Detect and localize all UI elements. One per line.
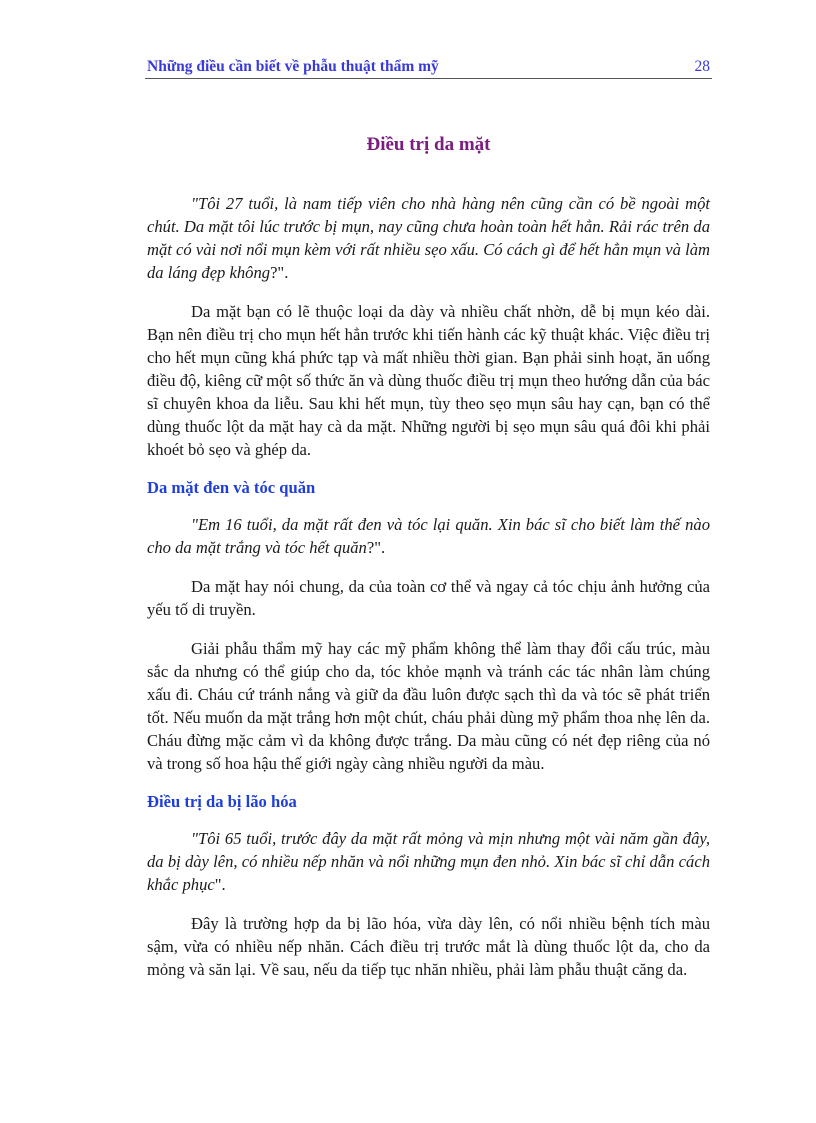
page-number: 28 (694, 58, 710, 75)
answer-paragraph: Da mặt hay nói chung, da của toàn cơ thể và ngay cả tóc chịu ảnh hưởng của yếu tố di truyền. (147, 577, 710, 619)
document-body (147, 134, 710, 997)
document-title: Điều trị da mặt (366, 134, 491, 155)
reader-question (147, 192, 710, 284)
reader-question (147, 513, 710, 559)
reader-question (147, 827, 710, 896)
question-closing: ?". (366, 538, 386, 557)
question-text: "Em 16 tuổi, da mặt rất đen và tóc lại quăn. Xin bác sĩ cho biết làm thế nào cho da mặt trắng và tóc hết quăn (147, 515, 710, 557)
answer-paragraph: Da mặt bạn có lẽ thuộc loại da dày và nhiều chất nhờn, dễ bị mụn kéo dài. Bạn nên điều trị cho mụn hết hẳn trước khi tiến hành các kỹ thuật khác. Việc điều trị cho hết mụn cũng khá phức tạp và mất nhiều thời gian. Bạn phải sinh hoạt, ăn uống điều độ, kiêng cữ một số thức ăn và dùng thuốc điều trị mụn theo hướng dẫn của bác sĩ chuyên khoa da liễu. Sau khi hết mụn, tùy theo sẹo mụn sâu hay cạn, bạn có thể dùng thuốc lột da mặt hay cà da mặt. Những người bị sẹo mụn sâu quá đôi khi phải khoét bỏ sẹo và ghép da. (147, 302, 710, 459)
section-heading-dark-skin: Da mặt đen và tóc quăn (147, 478, 316, 497)
question-text: "Tôi 27 tuổi, là nam tiếp viên cho nhà hàng nên cũng cần có bề ngoài một chút. Da mặt tôi lúc trước bị mụn, nay cũng chưa hoàn toàn hết hẳn. Rải rác trên da mặt có vài nơi nổi mụn kèm với rất nhiều sẹo xấu. Có cách gì để hết hẳn mụn và làm da láng đẹp không (147, 194, 710, 282)
question-closing: ?". (270, 263, 289, 282)
answer-paragraph: Đây là trường hợp da bị lão hóa, vừa dày lên, có nổi nhiều bệnh tích màu sậm, vừa có nhiều nếp nhăn. Cách điều trị trước mắt là dùng thuốc lột da, cho da mỏng và săn lại. Về sau, nếu da tiếp tục nhăn nhiều, phải làm phẫu thuật căng da. (147, 914, 710, 979)
answer-paragraph: Giải phẫu thẩm mỹ hay các mỹ phẩm không thể làm thay đổi cấu trúc, màu sắc da nhưng có thể giúp cho da, tóc khỏe mạnh và tránh các tác nhân làm chúng xấu đi. Cháu cứ tránh nắng và giữ da đầu luôn được sạch thì da và tóc sẽ phát triển tốt. Nếu muốn da mặt trắng hơn một chút, cháu phải dùng mỹ phẩm thoa nhẹ lên da. Cháu đừng mặc cảm vì da không được trắng. Da màu cũng có nét đẹp riêng của nó và trong số hoa hậu thế giới ngày càng nhiều người da màu. (147, 639, 710, 773)
page-header (145, 58, 712, 79)
section-heading-aging-skin: Điều trị da bị lão hóa (147, 792, 297, 811)
question-text: "Tôi 65 tuổi, trước đây da mặt rất mỏng và mịn nhưng một vài năm gần đây, da bị dày lên, có nhiều nếp nhăn và nổi những mụn đen nhỏ. Xin bác sĩ chỉ dẫn cách khắc phục (147, 829, 710, 894)
question-closing: ". (214, 875, 226, 894)
running-header-title: Những điều cần biết về phẫu thuật thẩm mỹ (147, 58, 439, 75)
